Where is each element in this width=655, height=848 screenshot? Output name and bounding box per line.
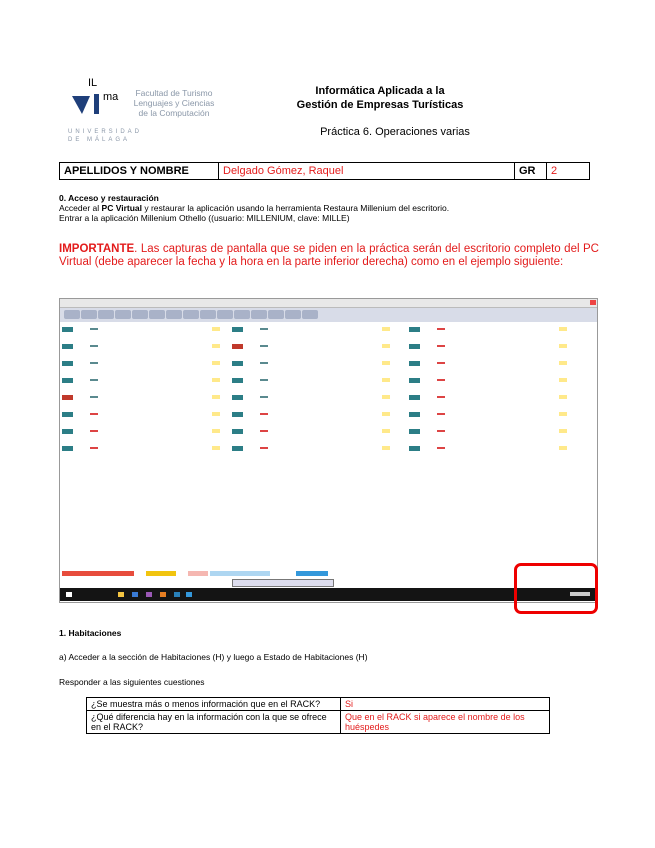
folder-icon: [118, 592, 124, 597]
room-status: [437, 328, 445, 330]
room-status: [90, 396, 98, 398]
room-marker: [382, 395, 390, 399]
toolbar-button: [64, 310, 80, 319]
room-marker: [212, 344, 220, 348]
toolbar-button: [234, 310, 250, 319]
room-marker: [212, 378, 220, 382]
room-marker: [212, 327, 220, 331]
logo-ma-text: ma: [103, 91, 119, 103]
room-marker: [559, 395, 567, 399]
room-status: [437, 396, 445, 398]
question-cell: ¿Se muestra más o menos información que en el RACK?: [87, 698, 341, 711]
room-cell: [409, 327, 420, 332]
room-marker: [212, 395, 220, 399]
room-cell: [232, 412, 243, 417]
room-status: [437, 413, 445, 415]
room-status: [260, 362, 268, 364]
room-cell: [62, 327, 73, 332]
room-status: [260, 345, 268, 347]
room-marker: [382, 412, 390, 416]
room-cell: [232, 378, 243, 383]
room-status: [260, 396, 268, 398]
room-cell: [232, 344, 243, 349]
room-marker: [559, 361, 567, 365]
room-marker: [559, 446, 567, 450]
room-status: [437, 345, 445, 347]
room-status: [437, 430, 445, 432]
question-cell: ¿Qué diferencia hay en la información con la que se ofrece en el RACK?: [87, 711, 341, 734]
section0-line1: Acceder al PC Virtual y restaurar la aplicación usando la herramienta Restaura Millenium del escritorio.: [59, 203, 450, 213]
room-status: [90, 430, 98, 432]
toolbar-button: [251, 310, 267, 319]
room-status: [260, 379, 268, 381]
app-icon: [132, 592, 138, 597]
toolbar-button: [200, 310, 216, 319]
start-icon: [66, 592, 72, 597]
room-marker: [382, 446, 390, 450]
app-icon: [174, 592, 180, 597]
room-marker: [212, 429, 220, 433]
toolbar-button: [166, 310, 182, 319]
section1-respond: Responder a las siguientes cuestiones: [59, 677, 205, 687]
qa-table: [86, 697, 550, 734]
room-cell: [232, 361, 243, 366]
section0-line2: Entrar a la aplicación Millenium Othello ((usuario: MILLENIUM, clave: MILLE): [59, 213, 350, 223]
toolbar-button: [268, 310, 284, 319]
room-cell: [62, 361, 73, 366]
room-cell: [409, 446, 420, 451]
room-marker: [559, 429, 567, 433]
room-cell: [62, 344, 73, 349]
legend-bar-5: [296, 571, 328, 576]
screenshot-titlebar: [60, 299, 597, 308]
toolbar-button: [217, 310, 233, 319]
room-status: [260, 447, 268, 449]
toolbar-button: [149, 310, 165, 319]
room-marker: [382, 327, 390, 331]
section0-heading: 0. Acceso y restauración: [59, 193, 159, 203]
faculty-name: Facultad de Turismo Lenguajes y Ciencias de la Computación: [133, 88, 215, 118]
browser-icon: [186, 592, 192, 597]
room-status: [260, 430, 268, 432]
room-marker: [212, 412, 220, 416]
room-status: [437, 379, 445, 381]
room-marker: [382, 378, 390, 382]
student-table: [59, 162, 590, 180]
room-marker: [382, 429, 390, 433]
room-cell: [62, 412, 73, 417]
practice-subtitle: Práctica 6. Operaciones varias: [320, 126, 470, 138]
room-cell: [62, 446, 73, 451]
room-cell: [409, 344, 420, 349]
clock-highlight: [514, 563, 598, 614]
legend-bar-2: [146, 571, 176, 576]
room-status: [90, 362, 98, 364]
university-name: UNIVERSIDAD DE MÁLAGA: [68, 129, 143, 143]
name-label: APELLIDOS Y NOMBRE: [60, 163, 219, 180]
example-screenshot: [59, 298, 598, 603]
answer-cell: Que en el RACK si aparece el nombre de los huéspedes: [341, 711, 550, 734]
group-label: GR: [515, 163, 547, 180]
room-marker: [559, 378, 567, 382]
logo-il-text: IL: [88, 77, 98, 89]
room-status: [437, 362, 445, 364]
app-icon: [160, 592, 166, 597]
room-cell: [62, 429, 73, 434]
app-icon: [146, 592, 152, 597]
room-cell: [232, 327, 243, 332]
room-cell: [409, 361, 420, 366]
room-status: [260, 328, 268, 330]
toolbar-button: [132, 310, 148, 319]
logo-mark-icon: [70, 92, 104, 116]
close-icon: [590, 300, 596, 305]
room-status: [90, 447, 98, 449]
room-status: [260, 413, 268, 415]
toolbar-button: [183, 310, 199, 319]
important-note: IMPORTANTE. Las capturas de pantalla que se piden en la práctica serán del escritorio completo del PC Virtual (debe aparecer la fecha y la hora en la parte inferior derecha) como en el ejemplo siguiente:: [59, 243, 599, 268]
room-cell: [232, 395, 243, 400]
room-marker: [382, 344, 390, 348]
room-status: [90, 413, 98, 415]
room-marker: [559, 327, 567, 331]
room-marker: [559, 344, 567, 348]
toolbar-button: [115, 310, 131, 319]
section1-step-a: a) Acceder a la sección de Habitaciones (H) y luego a Estado de Habitaciones (H): [59, 652, 368, 662]
room-cell: [409, 395, 420, 400]
room-cell: [409, 378, 420, 383]
toolbar-button: [98, 310, 114, 319]
legend-bar-3: [188, 571, 208, 576]
name-value: Delgado Gómez, Raquel: [219, 163, 515, 180]
toolbar-button: [285, 310, 301, 319]
group-value: 2: [547, 163, 590, 180]
room-cell: [62, 378, 73, 383]
room-marker: [559, 412, 567, 416]
status-strip: [232, 579, 334, 587]
room-cell: [409, 412, 420, 417]
table-row: [87, 711, 550, 734]
room-marker: [212, 361, 220, 365]
section1-heading: 1. Habitaciones: [59, 628, 122, 638]
room-status: [437, 447, 445, 449]
page-title: Informática Aplicada a la Gestión de Empresas Turísticas: [296, 85, 464, 111]
toolbar-button: [81, 310, 97, 319]
table-row: [87, 698, 550, 711]
room-cell: [232, 446, 243, 451]
room-marker: [212, 446, 220, 450]
toolbar-button: [302, 310, 318, 319]
room-cell: [409, 429, 420, 434]
room-status: [90, 345, 98, 347]
room-status: [90, 379, 98, 381]
room-marker: [382, 361, 390, 365]
room-cell: [62, 395, 73, 400]
room-status: [90, 328, 98, 330]
room-cell: [232, 429, 243, 434]
legend-bar-1: [62, 571, 134, 576]
answer-cell: Si: [341, 698, 550, 711]
legend-bar-4: [210, 571, 270, 576]
